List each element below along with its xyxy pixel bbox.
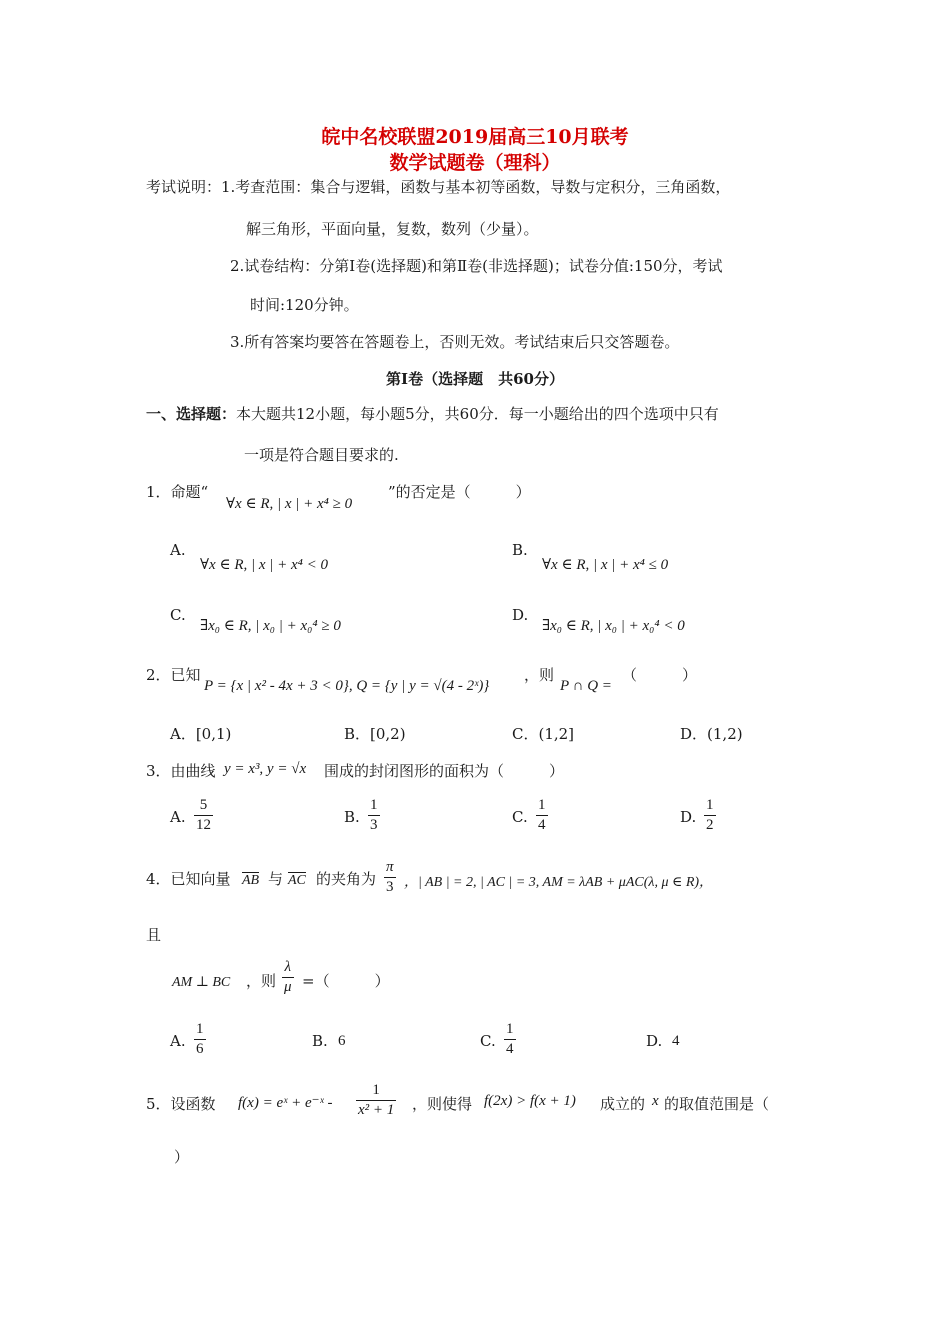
question-1-option-a-label: A.: [170, 541, 186, 559]
fraction-denominator: 12: [196, 817, 211, 833]
question-1-stem: [146, 481, 208, 502]
fraction-numerator: 1: [368, 796, 380, 816]
fraction-denominator: 3: [370, 817, 378, 833]
fraction-numerator: 1: [356, 1081, 396, 1101]
question-2-mid: ，则: [524, 666, 555, 684]
question-5-fraction: [356, 1081, 396, 1120]
question-5-inequality: f(2x) > f(x + 1): [484, 1093, 576, 1109]
exam-title: 皖中名校联盟2019届高三10月联考: [321, 126, 629, 148]
question-4-conditions: ，| AB | = 2, | AC | = 3, AM = λAB + μAC(λ, μ ∈ R)，: [404, 875, 714, 890]
fraction-denominator: 4: [538, 817, 546, 833]
instructions-line-2: 解三角形，平面向量，复数，数列（少量）。: [246, 220, 539, 238]
instructions-line-1: 考试说明：1.考查范围：集合与逻辑，函数与基本初等函数，导数与定积分，三角函数，: [146, 178, 731, 196]
fraction-numerator: 1: [704, 796, 716, 816]
question-5-mid: ，则使得: [412, 1095, 473, 1113]
question-1-tail: ”的否定是（ ）: [388, 483, 531, 501]
question-3-option-a-fraction: [194, 796, 213, 835]
fraction-denominator: x² + 1: [358, 1102, 395, 1118]
fraction-numerator: 1: [194, 1020, 206, 1040]
question-4-option-a-fraction: [194, 1020, 206, 1059]
fraction-denominator: 6: [196, 1041, 204, 1057]
question-5-tail: 成立的: [600, 1095, 646, 1113]
question-2-number: 2．已知: [146, 666, 201, 684]
question-4-angle-text: 的夹角为: [316, 870, 377, 888]
fraction-numerator: 5: [194, 796, 213, 816]
instructions-line-4: 时间:120分钟。: [250, 296, 359, 314]
question-5-expression: f(x) = eˣ + e⁻ˣ -: [238, 1095, 333, 1111]
question-2-expression: P = {x | x² - 4x + 3 < 0}, Q = {y | y = √(4 - 2ˣ)}: [204, 678, 490, 694]
question-5-tail-2: 的取值范围是（: [664, 1095, 770, 1113]
question-4-option-c-fraction: [504, 1020, 516, 1059]
question-1-option-b-label: B.: [512, 541, 528, 559]
exam-subtitle: 数学试题卷（理科）: [389, 152, 561, 174]
question-4-tail: =（ ）: [302, 972, 390, 990]
question-2-option-d: D．(1,2): [680, 725, 743, 743]
question-1-option-a: ∀x ∈ R, | x | + x⁴ < 0: [200, 557, 328, 573]
question-3-option-a-label: A.: [170, 808, 186, 826]
instructions-line-3: 2.试卷结构：分第Ⅰ卷(选择题)和第Ⅱ卷(非选择题)；试卷分值:150分，考试: [230, 257, 723, 275]
question-4-then: ，则: [246, 972, 277, 990]
question-3-number: 3．由曲线: [146, 762, 216, 780]
question-2-option-b: B．[0,2): [344, 725, 406, 743]
question-4-option-d: 4: [672, 1033, 680, 1049]
question-4-with: 与: [268, 870, 284, 888]
question-4-number: 4．已知向量: [146, 870, 231, 888]
question-5-variable: x: [652, 1093, 659, 1109]
question-4-option-c-label: C.: [480, 1032, 496, 1050]
fraction-numerator: 1: [536, 796, 548, 816]
question-3-option-c-label: C.: [512, 808, 528, 826]
question-4-ratio: [282, 958, 294, 997]
question-3-option-b-label: B.: [344, 808, 360, 826]
question-1-expression: ∀x ∈ R, | x | + x⁴ ≥ 0: [226, 496, 353, 512]
question-3-tail: 围成的封闭图形的面积为（ ）: [324, 762, 565, 780]
question-2-expression-2: P ∩ Q =: [560, 678, 612, 694]
question-2-tail: （ ）: [622, 666, 698, 684]
section-one-label: 一、选择题：: [146, 405, 237, 423]
question-3-option-d-label: D.: [680, 808, 697, 826]
instructions-line-5: 3.所有答案均要答在答题卷上，否则无效。考试结束后只交答题卷。: [230, 333, 680, 351]
question-1-option-b: ∀x ∈ R, | x | + x⁴ ≤ 0: [542, 557, 669, 573]
question-4-option-a-label: A.: [170, 1032, 186, 1050]
fraction-denominator: 3: [386, 879, 394, 895]
question-5-close: ）: [174, 1148, 190, 1166]
question-3-expression: y = x³, y = √x: [224, 761, 307, 777]
vector-ab: AB: [242, 873, 260, 888]
section-one-text: 本大题共12小题，每小题5分，共60分．每一小题给出的四个选项中只有: [236, 405, 719, 423]
question-2-option-c: C．(1,2]: [512, 725, 575, 743]
fraction-denominator: μ: [284, 979, 292, 995]
section-one-intro: [146, 403, 719, 424]
fraction-denominator: 4: [506, 1041, 514, 1057]
fraction-denominator: 2: [706, 817, 714, 833]
part-one-heading: 第Ⅰ卷（选择题 共60分）: [386, 370, 564, 388]
question-1-option-c: ∃x₀ ∈ R, | x₀ | + x₀⁴ ≥ 0: [200, 618, 341, 634]
question-1-number: 1．命题“: [146, 483, 209, 501]
question-1-option-d-label: D.: [512, 606, 529, 624]
fraction-numerator: λ: [282, 958, 294, 978]
question-4-angle-fraction: [384, 858, 396, 897]
question-3-option-d-fraction: [704, 796, 716, 835]
question-2-option-a: A．[0,1): [170, 725, 232, 743]
question-3-option-c-fraction: [536, 796, 548, 835]
question-3-option-b-fraction: [368, 796, 380, 835]
question-4-option-b: 6: [338, 1033, 346, 1049]
question-1-option-d: ∃x₀ ∈ R, | x₀ | + x₀⁴ < 0: [542, 618, 685, 634]
question-5-number: 5．设函数: [146, 1095, 216, 1113]
question-4-option-d-label: D.: [646, 1032, 663, 1050]
section-one-text-2: 一项是符合题目要求的.: [244, 446, 399, 464]
question-4-option-b-label: B.: [312, 1032, 328, 1050]
question-4-perpendicular: AM ⊥ BC: [172, 975, 231, 990]
question-4-and: 且: [146, 926, 162, 944]
fraction-numerator: 1: [504, 1020, 516, 1040]
question-1-option-c-label: C.: [170, 606, 186, 624]
vector-ac: AC: [288, 873, 306, 888]
fraction-numerator: π: [384, 858, 396, 878]
